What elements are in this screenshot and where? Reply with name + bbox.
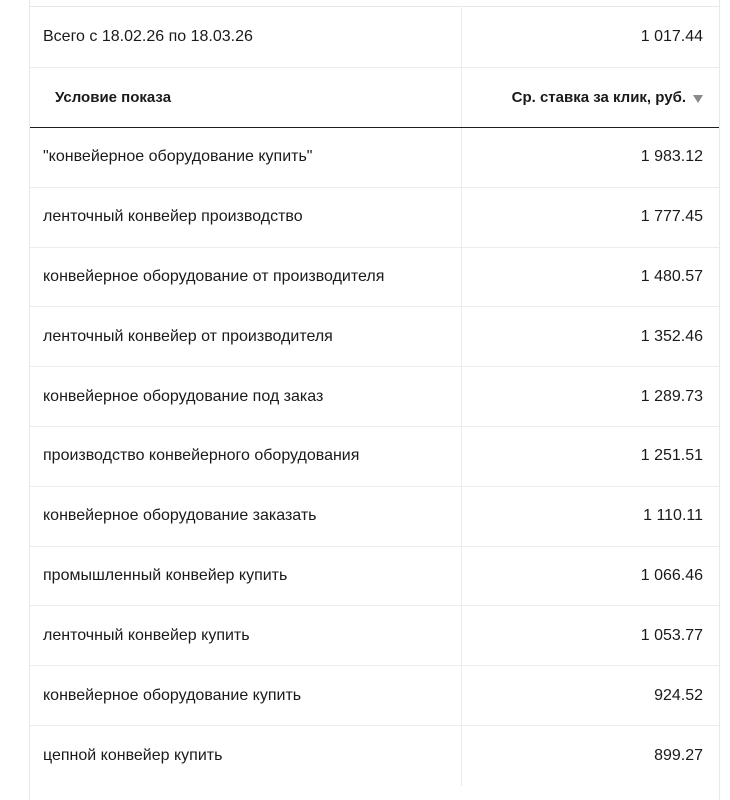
total-label: Всего с 18.02.26 по 18.03.26	[43, 28, 253, 45]
table-row	[30, 367, 719, 427]
row-condition: конвейерное оборудование от производителя	[43, 267, 385, 285]
table-row	[30, 547, 719, 607]
table-row	[30, 606, 719, 666]
row-avg-bid: 1 480.57	[461, 248, 719, 307]
table-row	[30, 487, 719, 547]
column-header-avg-bid-label: Ср. ставка за клик, руб.	[511, 89, 686, 106]
table-row	[30, 248, 719, 308]
table-header	[30, 68, 719, 128]
row-avg-bid: 1 053.77	[461, 606, 719, 665]
frame-right-border	[719, 0, 720, 800]
row-avg-bid: 1 251.51	[461, 427, 719, 486]
row-avg-bid: 1 352.46	[461, 307, 719, 366]
row-avg-bid: 1 777.45	[461, 188, 719, 247]
table-row	[30, 307, 719, 367]
row-condition: ленточный конвейер производство	[43, 208, 303, 226]
table-body	[30, 128, 719, 786]
row-condition: "конвейерное оборудование купить"	[43, 148, 313, 166]
table-row	[30, 427, 719, 487]
row-avg-bid: 1 983.12	[461, 128, 719, 187]
row-avg-bid: 924.52	[461, 666, 719, 725]
row-condition: ленточный конвейер купить	[43, 626, 250, 644]
sort-descending-icon[interactable]	[693, 95, 703, 103]
total-row	[30, 7, 719, 68]
table-row	[30, 726, 719, 786]
stats-table	[30, 7, 719, 786]
column-header-condition[interactable]: Условие показа	[55, 89, 172, 106]
row-condition: конвейерное оборудование заказать	[43, 507, 317, 525]
row-condition: производство конвейерного оборудования	[43, 447, 360, 465]
row-condition: ленточный конвейер от производителя	[43, 327, 333, 345]
column-header-avg-bid[interactable]	[461, 68, 719, 127]
row-avg-bid: 1 110.11	[461, 487, 719, 546]
row-condition: конвейерное оборудование купить	[43, 686, 302, 704]
table-row	[30, 128, 719, 188]
row-avg-bid: 899.27	[461, 726, 719, 786]
table-row	[30, 666, 719, 726]
row-condition: конвейерное оборудование под заказ	[43, 387, 324, 405]
total-value: 1 017.44	[461, 7, 719, 67]
row-avg-bid: 1 066.46	[461, 547, 719, 606]
row-avg-bid: 1 289.73	[461, 367, 719, 426]
row-condition: промышленный конвейер купить	[43, 566, 288, 584]
row-condition: цепной конвейер купить	[43, 746, 223, 764]
table-row	[30, 188, 719, 248]
